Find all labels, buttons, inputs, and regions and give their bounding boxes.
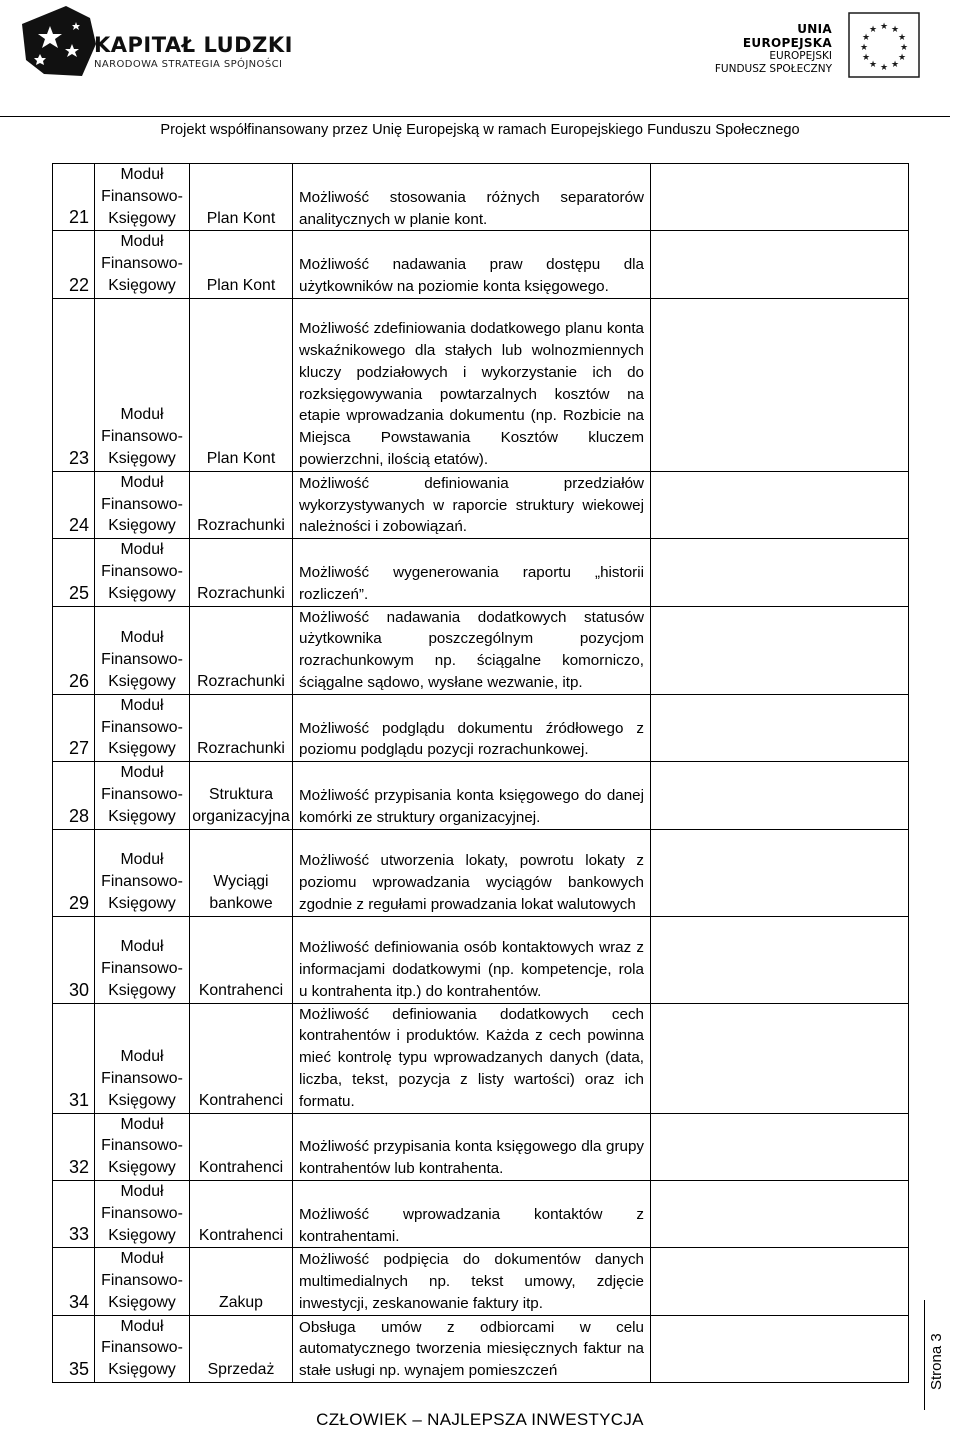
module-name-line: Moduł (120, 1250, 164, 1268)
module-name-line: Finansowo- (101, 1137, 183, 1155)
table-row (53, 606, 909, 694)
module-name-line: Finansowo- (101, 718, 183, 736)
footer-slogan: CZŁOWIEK – NAJLEPSZA INWESTYCJA (316, 1410, 644, 1429)
svg-text:★: ★ (868, 60, 878, 70)
empty-response-cell (651, 916, 909, 1003)
module-name-line: Moduł (120, 1048, 164, 1066)
requirements-table (52, 163, 909, 1383)
module-name-line: Finansowo- (101, 651, 183, 669)
table-row (53, 298, 909, 471)
row-number: 31 (53, 1003, 95, 1113)
module-name-line: Moduł (120, 851, 164, 869)
empty-response-cell (651, 762, 909, 829)
empty-response-cell (651, 694, 909, 761)
module-name-line: Księgowy (108, 209, 176, 227)
table-row (53, 1113, 909, 1180)
table-row (53, 1003, 909, 1113)
module-name-line: Księgowy (108, 672, 176, 690)
functional-area: Kontrahenci (190, 916, 293, 1003)
functional-area: Rozrachunki (190, 471, 293, 538)
empty-response-cell (651, 1113, 909, 1180)
module-cell (95, 1315, 190, 1382)
row-number: 35 (53, 1315, 95, 1382)
empty-response-cell (651, 829, 909, 916)
table-row (53, 231, 909, 298)
module-name-line: Finansowo- (101, 785, 183, 803)
row-number: 23 (53, 298, 95, 471)
table-row (53, 916, 909, 1003)
module-name-line: Księgowy (108, 276, 176, 294)
module-cell (95, 298, 190, 471)
module-cell (95, 606, 190, 694)
kapital-ludzki-logo-icon (20, 4, 98, 78)
requirement-description: Możliwość nadawania dodatkowych statusów użytkownika poszczególnym pozycjom rozrachunkowym np. ściągalne komorniczo, ściągalne sądowo, wysłane wezwanie, itp. (293, 606, 651, 694)
module-name-line: Moduł (120, 406, 164, 424)
module-cell (95, 916, 190, 1003)
row-number: 24 (53, 471, 95, 538)
empty-response-cell (651, 606, 909, 694)
module-name-line: Finansowo- (101, 959, 183, 977)
module-cell (95, 1180, 190, 1247)
module-name-line: Finansowo- (101, 1272, 183, 1290)
svg-text:★: ★ (861, 33, 871, 43)
requirement-description: Obsługa umów z odbiorcami w celu automatycznego tworzenia miesięcznych faktur na stałe usługi np. wynajem pomieszczeń (293, 1315, 651, 1382)
table-row (53, 1315, 909, 1382)
functional-area: Struktura organizacyjna (190, 762, 293, 829)
row-number: 21 (53, 164, 95, 231)
table-row (53, 471, 909, 538)
module-name-line: Moduł (120, 1182, 164, 1200)
module-name-line: Księgowy (108, 517, 176, 535)
requirement-description: Możliwość wygenerowania raportu „historii rozliczeń”. (293, 539, 651, 606)
functional-area: Sprzedaż (190, 1315, 293, 1382)
empty-response-cell (651, 231, 909, 298)
empty-response-cell (651, 1248, 909, 1315)
functional-area: Kontrahenci (190, 1180, 293, 1247)
module-name-line: Finansowo- (101, 1339, 183, 1357)
page-number-divider (924, 1300, 925, 1410)
module-cell (95, 471, 190, 538)
empty-response-cell (651, 1315, 909, 1382)
empty-response-cell (651, 471, 909, 538)
row-number: 26 (53, 606, 95, 694)
svg-text:★: ★ (890, 60, 900, 70)
requirement-description: Możliwość wprowadzania kontaktów z kontrahentami. (293, 1180, 651, 1247)
row-number: 34 (53, 1248, 95, 1315)
empty-response-cell (651, 164, 909, 231)
module-name-line: Moduł (120, 938, 164, 956)
functional-area: Rozrachunki (190, 694, 293, 761)
module-name-line: Księgowy (108, 1159, 176, 1177)
functional-area: Zakup (190, 1248, 293, 1315)
module-name-line: Moduł (120, 541, 164, 559)
module-name-line: Księgowy (108, 449, 176, 467)
eu-title: UNIA EUROPEJSKA (742, 22, 832, 50)
module-cell (95, 1003, 190, 1113)
requirement-description: Możliwość utworzenia lokaty, powrotu lokaty z poziomu wprowadzania wyciągów bankowych zgodnie z regułami prowadzania lokat walutowych (293, 829, 651, 916)
module-name-line: Księgowy (108, 894, 176, 912)
module-name-line: Finansowo- (101, 495, 183, 513)
row-number: 27 (53, 694, 95, 761)
module-cell (95, 1113, 190, 1180)
requirement-description: Możliwość przypisania konta księgowego do danej komórki ze struktury organizacyjnej. (293, 762, 651, 829)
requirement-description: Możliwość definiowania osób kontaktowych wraz z informacjami dodatkowymi (np. kompetencje, rola u kontrahenta itp.) do kontrahentów. (293, 916, 651, 1003)
module-cell (95, 829, 190, 916)
requirement-description: Możliwość zdefiniowania dodatkowego planu konta wskaźnikowego dla stałych lub wolnozmiennych kluczy podziałowych i wykorzystanie ich do rozksięgowywania powtarzalnych kosztów na etapie wprowadzania dokumentu (np. Rozbicie na Miejsca Powstawania Kosztów kluczem powierzchni, ilością etatów). (293, 298, 651, 471)
brand-title: KAPITAŁ LUDZKI (94, 33, 293, 57)
requirement-description: Możliwość podglądu dokumentu źródłowego z poziomu podglądu pozycji rozrachunkowej. (293, 694, 651, 761)
module-cell (95, 1248, 190, 1315)
module-name-line: Księgowy (108, 981, 176, 999)
eu-fund-line-2: FUNDUSZ SPOŁECZNY (714, 63, 832, 75)
module-name-line: Księgowy (108, 1226, 176, 1244)
module-cell (95, 164, 190, 231)
module-name-line: Moduł (120, 629, 164, 647)
module-name-line: Moduł (120, 696, 164, 714)
functional-area: Kontrahenci (190, 1003, 293, 1113)
module-name-line: Księgowy (108, 807, 176, 825)
page-number: Strona 3 (928, 1333, 945, 1390)
empty-response-cell (651, 539, 909, 606)
svg-text:★: ★ (879, 22, 889, 32)
row-number: 28 (53, 762, 95, 829)
requirement-description: Możliwość podpięcia do dokumentów danych multimedialnych np. tekst umowy, zdjęcie inwestycji, zeskanowanie faktury itp. (293, 1248, 651, 1315)
module-name-line: Moduł (120, 166, 164, 183)
module-name-line: Moduł (120, 233, 164, 251)
svg-text:★: ★ (861, 53, 871, 63)
requirement-description: Możliwość definiowania przedziałów wykorzystywanych w raporcie struktury wiekowej należności i zobowiązań. (293, 471, 651, 538)
table-row (53, 762, 909, 829)
functional-area: Plan Kont (190, 231, 293, 298)
svg-text:★: ★ (899, 43, 909, 53)
requirement-description: Możliwość nadawania praw dostępu dla użytkowników na poziomie konta księgowego. (293, 231, 651, 298)
row-number: 30 (53, 916, 95, 1003)
empty-response-cell (651, 1180, 909, 1247)
module-name-line: Księgowy (108, 584, 176, 602)
requirement-description: Możliwość stosowania różnych separatorów analitycznych w planie kont. (293, 164, 651, 231)
svg-text:★: ★ (868, 25, 878, 35)
functional-area: Plan Kont (190, 164, 293, 231)
row-number: 25 (53, 539, 95, 606)
module-name-line: Finansowo- (101, 562, 183, 580)
table-row (53, 1248, 909, 1315)
module-name-line: Finansowo- (101, 1069, 183, 1087)
eu-flag-icon (848, 12, 920, 78)
module-name-line: Moduł (120, 1317, 164, 1335)
svg-text:★: ★ (897, 33, 907, 43)
row-number: 22 (53, 231, 95, 298)
module-name-line: Finansowo- (101, 1204, 183, 1222)
requirement-description: Możliwość przypisania konta księgowego dla grupy kontrahentów lub kontrahenta. (293, 1113, 651, 1180)
module-name-line: Księgowy (108, 1293, 176, 1311)
eu-fund-line-1: EUROPEJSKI (769, 50, 832, 62)
eu-text-block (706, 22, 832, 76)
module-name-line: Finansowo- (101, 255, 183, 273)
functional-area: Kontrahenci (190, 1113, 293, 1180)
svg-text:★: ★ (859, 43, 869, 53)
functional-area: Wyciągi bankowe (190, 829, 293, 916)
svg-text:★: ★ (890, 25, 900, 35)
table-row (53, 1180, 909, 1247)
table-row (53, 694, 909, 761)
requirement-description: Możliwość definiowania dodatkowych cech kontrahentów i produktów. Każda z cech powinna mieć kontrolę typu wprowadzanych danych (data, liczba, tekst, pozycja z listy wartości) oraz ich formatu. (293, 1003, 651, 1113)
module-name-line: Księgowy (108, 1361, 176, 1379)
project-funding-line: Projekt współfinansowany przez Unię Europejską w ramach Europejskiego Funduszu Społecznego (160, 122, 800, 138)
module-name-line: Moduł (120, 764, 164, 782)
module-cell (95, 539, 190, 606)
functional-area: Rozrachunki (190, 539, 293, 606)
table-row (53, 829, 909, 916)
brand-subtitle: NARODOWA STRATEGIA SPÓJNOŚCI (94, 59, 283, 70)
functional-area: Rozrachunki (190, 606, 293, 694)
module-name-line: Finansowo- (101, 428, 183, 446)
module-name-line: Moduł (120, 473, 164, 491)
svg-text:★: ★ (897, 53, 907, 63)
functional-area: Plan Kont (190, 298, 293, 471)
module-cell (95, 231, 190, 298)
module-name-line: Finansowo- (101, 872, 183, 890)
row-number: 32 (53, 1113, 95, 1180)
table-row (53, 539, 909, 606)
row-number: 29 (53, 829, 95, 916)
row-number: 33 (53, 1180, 95, 1247)
empty-response-cell (651, 1003, 909, 1113)
module-name-line: Moduł (120, 1115, 164, 1133)
module-cell (95, 762, 190, 829)
module-name-line: Księgowy (108, 1091, 176, 1109)
module-name-line: Finansowo- (101, 187, 183, 205)
brand-block (94, 34, 293, 70)
module-name-line: Księgowy (108, 740, 176, 758)
header-divider (0, 116, 950, 117)
table-row (53, 164, 909, 231)
empty-response-cell (651, 298, 909, 471)
svg-text:★: ★ (879, 63, 889, 73)
module-cell (95, 694, 190, 761)
